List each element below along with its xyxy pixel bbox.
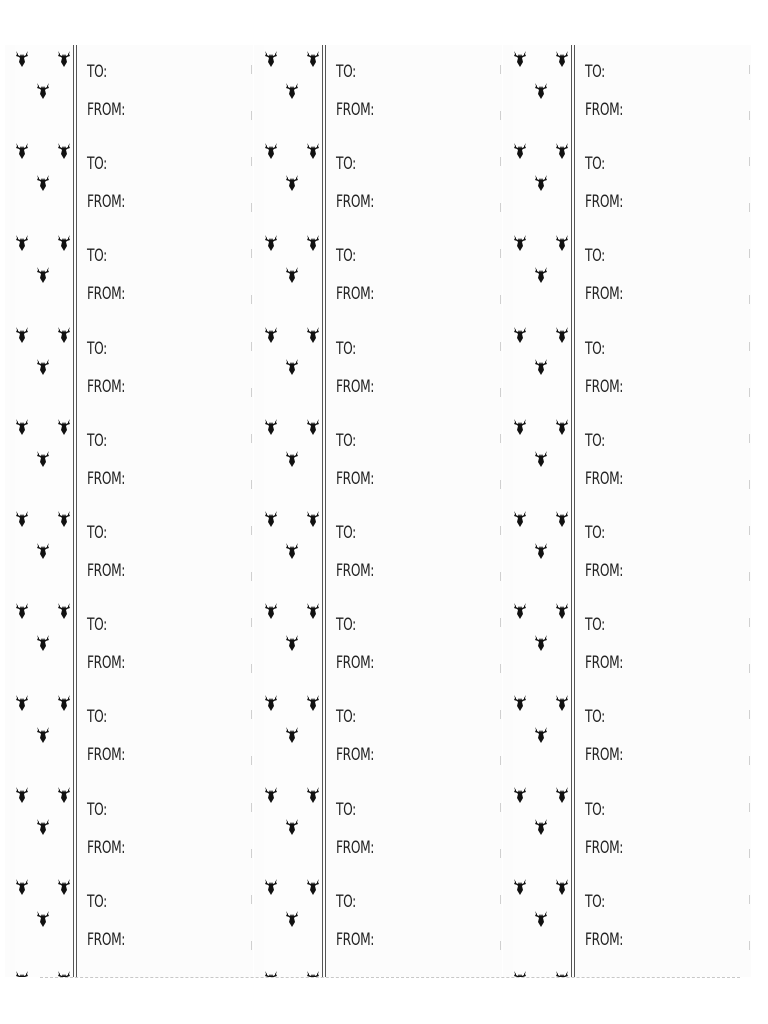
deer-head-icon bbox=[15, 787, 29, 803]
deer-head-icon bbox=[285, 635, 299, 651]
deer-head-icon bbox=[264, 419, 278, 435]
deer-head-icon bbox=[306, 419, 320, 435]
deer-head-icon bbox=[264, 511, 278, 527]
deer-head-icon bbox=[555, 511, 569, 527]
cut-mark bbox=[500, 664, 501, 673]
deer-head-icon bbox=[264, 235, 278, 251]
cut-mark bbox=[251, 480, 252, 489]
from-label: FROM: bbox=[87, 376, 126, 397]
cut-mark bbox=[251, 664, 252, 673]
deer-head-icon bbox=[306, 603, 320, 619]
cut-mark bbox=[749, 203, 750, 212]
deer-head-icon bbox=[285, 175, 299, 191]
deer-head-icon bbox=[36, 543, 50, 559]
deer-head-icon bbox=[57, 879, 71, 895]
deer-head-icon bbox=[57, 235, 71, 251]
cut-mark bbox=[251, 941, 252, 950]
to-label: TO: bbox=[87, 246, 107, 267]
cut-mark bbox=[500, 434, 501, 443]
deer-head-icon bbox=[306, 511, 320, 527]
cut-mark bbox=[251, 710, 252, 719]
to-label: TO: bbox=[336, 707, 356, 728]
deer-head-icon bbox=[534, 451, 548, 467]
to-label: TO: bbox=[336, 246, 356, 267]
deer-head-icon bbox=[15, 419, 29, 435]
cut-mark bbox=[500, 710, 501, 719]
from-label: FROM: bbox=[87, 468, 126, 489]
cut-mark bbox=[500, 803, 501, 812]
cut-mark bbox=[251, 756, 252, 765]
cut-mark bbox=[749, 941, 750, 950]
to-label: TO: bbox=[585, 154, 605, 175]
from-label: FROM: bbox=[336, 837, 375, 858]
deer-head-icon bbox=[513, 235, 527, 251]
to-label: TO: bbox=[87, 338, 107, 359]
cut-mark bbox=[749, 295, 750, 304]
deer-head-icon bbox=[306, 51, 320, 67]
deer-head-icon bbox=[264, 879, 278, 895]
to-label: TO: bbox=[585, 615, 605, 636]
deer-head-icon bbox=[306, 143, 320, 159]
deer-head-icon bbox=[513, 51, 527, 67]
from-label: FROM: bbox=[585, 468, 624, 489]
deer-head-icon bbox=[513, 143, 527, 159]
from-label: FROM: bbox=[585, 284, 624, 305]
cut-mark bbox=[251, 526, 252, 535]
deer-head-icon bbox=[15, 879, 29, 895]
cut-mark bbox=[500, 295, 501, 304]
deer-head-icon bbox=[306, 787, 320, 803]
cut-mark bbox=[749, 111, 750, 120]
cut-mark bbox=[500, 203, 501, 212]
label-column bbox=[254, 45, 502, 977]
divider-rule bbox=[325, 45, 326, 977]
to-label: TO: bbox=[585, 523, 605, 543]
from-label: FROM: bbox=[87, 745, 126, 766]
cut-mark bbox=[251, 249, 252, 258]
cut-mark bbox=[500, 572, 501, 581]
deer-head-icon bbox=[534, 911, 548, 927]
deer-head-icon bbox=[15, 603, 29, 619]
deer-head-icon bbox=[534, 83, 548, 99]
from-label: FROM: bbox=[336, 929, 375, 950]
cut-mark bbox=[500, 249, 501, 258]
deer-head-icon bbox=[285, 83, 299, 99]
deer-head-icon bbox=[534, 727, 548, 743]
from-label: FROM: bbox=[585, 376, 624, 397]
cut-mark bbox=[749, 710, 750, 719]
deer-head-icon bbox=[15, 235, 29, 251]
divider-rule bbox=[73, 45, 74, 977]
to-label: TO: bbox=[336, 154, 356, 175]
deer-head-icon bbox=[264, 787, 278, 803]
cut-mark bbox=[500, 895, 501, 904]
deer-head-icon bbox=[15, 327, 29, 343]
deer-head-icon bbox=[513, 419, 527, 435]
deer-head-icon bbox=[555, 879, 569, 895]
cut-mark bbox=[251, 295, 252, 304]
cut-mark bbox=[749, 572, 750, 581]
cut-line bbox=[40, 977, 740, 978]
deer-head-icon bbox=[36, 83, 50, 99]
from-label: FROM: bbox=[336, 376, 375, 397]
from-label: FROM: bbox=[87, 653, 126, 674]
deer-head-icon bbox=[15, 51, 29, 67]
to-label: TO: bbox=[585, 338, 605, 359]
deer-head-icon bbox=[306, 235, 320, 251]
cut-mark bbox=[749, 65, 750, 74]
deer-head-icon bbox=[513, 879, 527, 895]
deer-pattern-strip bbox=[264, 45, 324, 977]
deer-head-icon bbox=[264, 327, 278, 343]
deer-head-icon bbox=[513, 327, 527, 343]
from-label: FROM: bbox=[87, 561, 126, 581]
deer-head-icon bbox=[57, 327, 71, 343]
cut-mark bbox=[500, 941, 501, 950]
from-label: FROM: bbox=[585, 653, 624, 674]
cut-mark bbox=[500, 526, 501, 535]
cut-mark bbox=[251, 803, 252, 812]
from-label: FROM: bbox=[336, 192, 375, 213]
deer-head-icon bbox=[15, 143, 29, 159]
to-label: TO: bbox=[87, 523, 107, 543]
from-label: FROM: bbox=[336, 468, 375, 489]
cut-mark bbox=[500, 480, 501, 489]
to-label: TO: bbox=[336, 523, 356, 543]
from-label: FROM: bbox=[87, 837, 126, 858]
to-label: TO: bbox=[336, 62, 356, 82]
deer-head-icon bbox=[555, 787, 569, 803]
deer-head-icon bbox=[36, 175, 50, 191]
deer-head-icon bbox=[513, 787, 527, 803]
deer-head-icon bbox=[57, 787, 71, 803]
deer-head-icon bbox=[555, 143, 569, 159]
deer-head-icon bbox=[36, 635, 50, 651]
cut-mark bbox=[251, 849, 252, 858]
deer-head-icon bbox=[15, 695, 29, 711]
cut-mark bbox=[749, 526, 750, 535]
deer-head-icon bbox=[285, 727, 299, 743]
cut-mark bbox=[500, 849, 501, 858]
cut-mark bbox=[749, 618, 750, 627]
deer-head-icon bbox=[306, 879, 320, 895]
deer-head-icon bbox=[57, 695, 71, 711]
deer-head-icon bbox=[534, 819, 548, 835]
cut-mark bbox=[749, 664, 750, 673]
deer-head-icon bbox=[264, 143, 278, 159]
cut-mark bbox=[251, 111, 252, 120]
from-label: FROM: bbox=[585, 837, 624, 858]
deer-pattern-strip bbox=[513, 45, 573, 977]
to-label: TO: bbox=[585, 799, 605, 820]
cut-mark bbox=[500, 388, 501, 397]
deer-head-icon bbox=[513, 695, 527, 711]
deer-pattern-strip bbox=[15, 45, 75, 977]
to-label: TO: bbox=[585, 246, 605, 267]
from-label: FROM: bbox=[87, 100, 126, 120]
cut-mark bbox=[749, 249, 750, 258]
cut-mark bbox=[251, 342, 252, 351]
from-label: FROM: bbox=[336, 561, 375, 581]
deer-head-icon bbox=[534, 175, 548, 191]
deer-head-icon bbox=[306, 695, 320, 711]
cut-mark bbox=[251, 157, 252, 166]
to-label: TO: bbox=[336, 615, 356, 636]
from-label: FROM: bbox=[336, 284, 375, 305]
cut-mark bbox=[251, 434, 252, 443]
deer-head-icon bbox=[57, 51, 71, 67]
to-label: TO: bbox=[336, 338, 356, 359]
deer-head-icon bbox=[15, 971, 29, 977]
deer-head-icon bbox=[306, 327, 320, 343]
cut-mark bbox=[749, 388, 750, 397]
cut-mark bbox=[749, 803, 750, 812]
divider-rule bbox=[574, 45, 575, 977]
to-label: TO: bbox=[336, 799, 356, 820]
to-label: TO: bbox=[585, 891, 605, 912]
from-label: FROM: bbox=[585, 561, 624, 581]
deer-head-icon bbox=[15, 511, 29, 527]
deer-head-icon bbox=[57, 511, 71, 527]
to-label: TO: bbox=[87, 615, 107, 636]
from-label: FROM: bbox=[87, 284, 126, 305]
deer-head-icon bbox=[264, 603, 278, 619]
from-label: FROM: bbox=[87, 192, 126, 213]
cut-mark bbox=[500, 342, 501, 351]
to-label: TO: bbox=[87, 891, 107, 912]
divider-rule bbox=[322, 45, 323, 977]
cut-mark bbox=[749, 342, 750, 351]
from-label: FROM: bbox=[585, 929, 624, 950]
divider-rule bbox=[76, 45, 77, 977]
to-label: TO: bbox=[87, 62, 107, 82]
deer-head-icon bbox=[555, 327, 569, 343]
to-label: TO: bbox=[87, 707, 107, 728]
to-label: TO: bbox=[336, 430, 356, 451]
deer-head-icon bbox=[555, 603, 569, 619]
deer-head-icon bbox=[534, 543, 548, 559]
from-label: FROM: bbox=[585, 745, 624, 766]
deer-head-icon bbox=[57, 603, 71, 619]
cut-mark bbox=[251, 203, 252, 212]
cut-mark bbox=[251, 572, 252, 581]
label-column bbox=[5, 45, 253, 977]
deer-head-icon bbox=[513, 511, 527, 527]
to-label: TO: bbox=[87, 799, 107, 820]
to-label: TO: bbox=[585, 62, 605, 82]
cut-mark bbox=[749, 849, 750, 858]
deer-head-icon bbox=[534, 359, 548, 375]
cut-mark bbox=[749, 434, 750, 443]
deer-head-icon bbox=[555, 51, 569, 67]
from-label: FROM: bbox=[336, 100, 375, 120]
deer-head-icon bbox=[36, 911, 50, 927]
deer-head-icon bbox=[264, 51, 278, 67]
deer-head-icon bbox=[555, 419, 569, 435]
label-column bbox=[503, 45, 751, 977]
cut-mark bbox=[251, 618, 252, 627]
cut-mark bbox=[500, 618, 501, 627]
cut-mark bbox=[251, 895, 252, 904]
deer-head-icon bbox=[285, 359, 299, 375]
deer-head-icon bbox=[555, 695, 569, 711]
deer-head-icon bbox=[36, 451, 50, 467]
deer-head-icon bbox=[285, 451, 299, 467]
deer-head-icon bbox=[57, 419, 71, 435]
deer-head-icon bbox=[264, 695, 278, 711]
deer-head-icon bbox=[534, 267, 548, 283]
to-label: TO: bbox=[87, 154, 107, 175]
from-label: FROM: bbox=[87, 929, 126, 950]
cut-mark bbox=[749, 157, 750, 166]
to-label: TO: bbox=[585, 707, 605, 728]
cut-mark bbox=[500, 756, 501, 765]
cut-mark bbox=[500, 111, 501, 120]
from-label: FROM: bbox=[336, 745, 375, 766]
from-label: FROM: bbox=[336, 653, 375, 674]
cut-mark bbox=[500, 157, 501, 166]
deer-head-icon bbox=[513, 603, 527, 619]
deer-head-icon bbox=[36, 359, 50, 375]
deer-head-icon bbox=[534, 635, 548, 651]
to-label: TO: bbox=[336, 891, 356, 912]
from-label: FROM: bbox=[585, 192, 624, 213]
deer-head-icon bbox=[555, 235, 569, 251]
divider-rule bbox=[571, 45, 572, 977]
from-label: FROM: bbox=[585, 100, 624, 120]
cut-mark bbox=[500, 65, 501, 74]
to-label: TO: bbox=[87, 430, 107, 451]
deer-head-icon bbox=[285, 911, 299, 927]
cut-mark bbox=[251, 65, 252, 74]
deer-head-icon bbox=[36, 819, 50, 835]
deer-head-icon bbox=[57, 143, 71, 159]
cut-mark bbox=[749, 756, 750, 765]
to-label: TO: bbox=[585, 430, 605, 451]
deer-head-icon bbox=[285, 267, 299, 283]
deer-head-icon bbox=[285, 543, 299, 559]
cut-mark bbox=[749, 480, 750, 489]
cut-mark bbox=[749, 895, 750, 904]
deer-head-icon bbox=[36, 727, 50, 743]
cut-mark bbox=[251, 388, 252, 397]
deer-head-icon bbox=[285, 819, 299, 835]
deer-head-icon bbox=[36, 267, 50, 283]
